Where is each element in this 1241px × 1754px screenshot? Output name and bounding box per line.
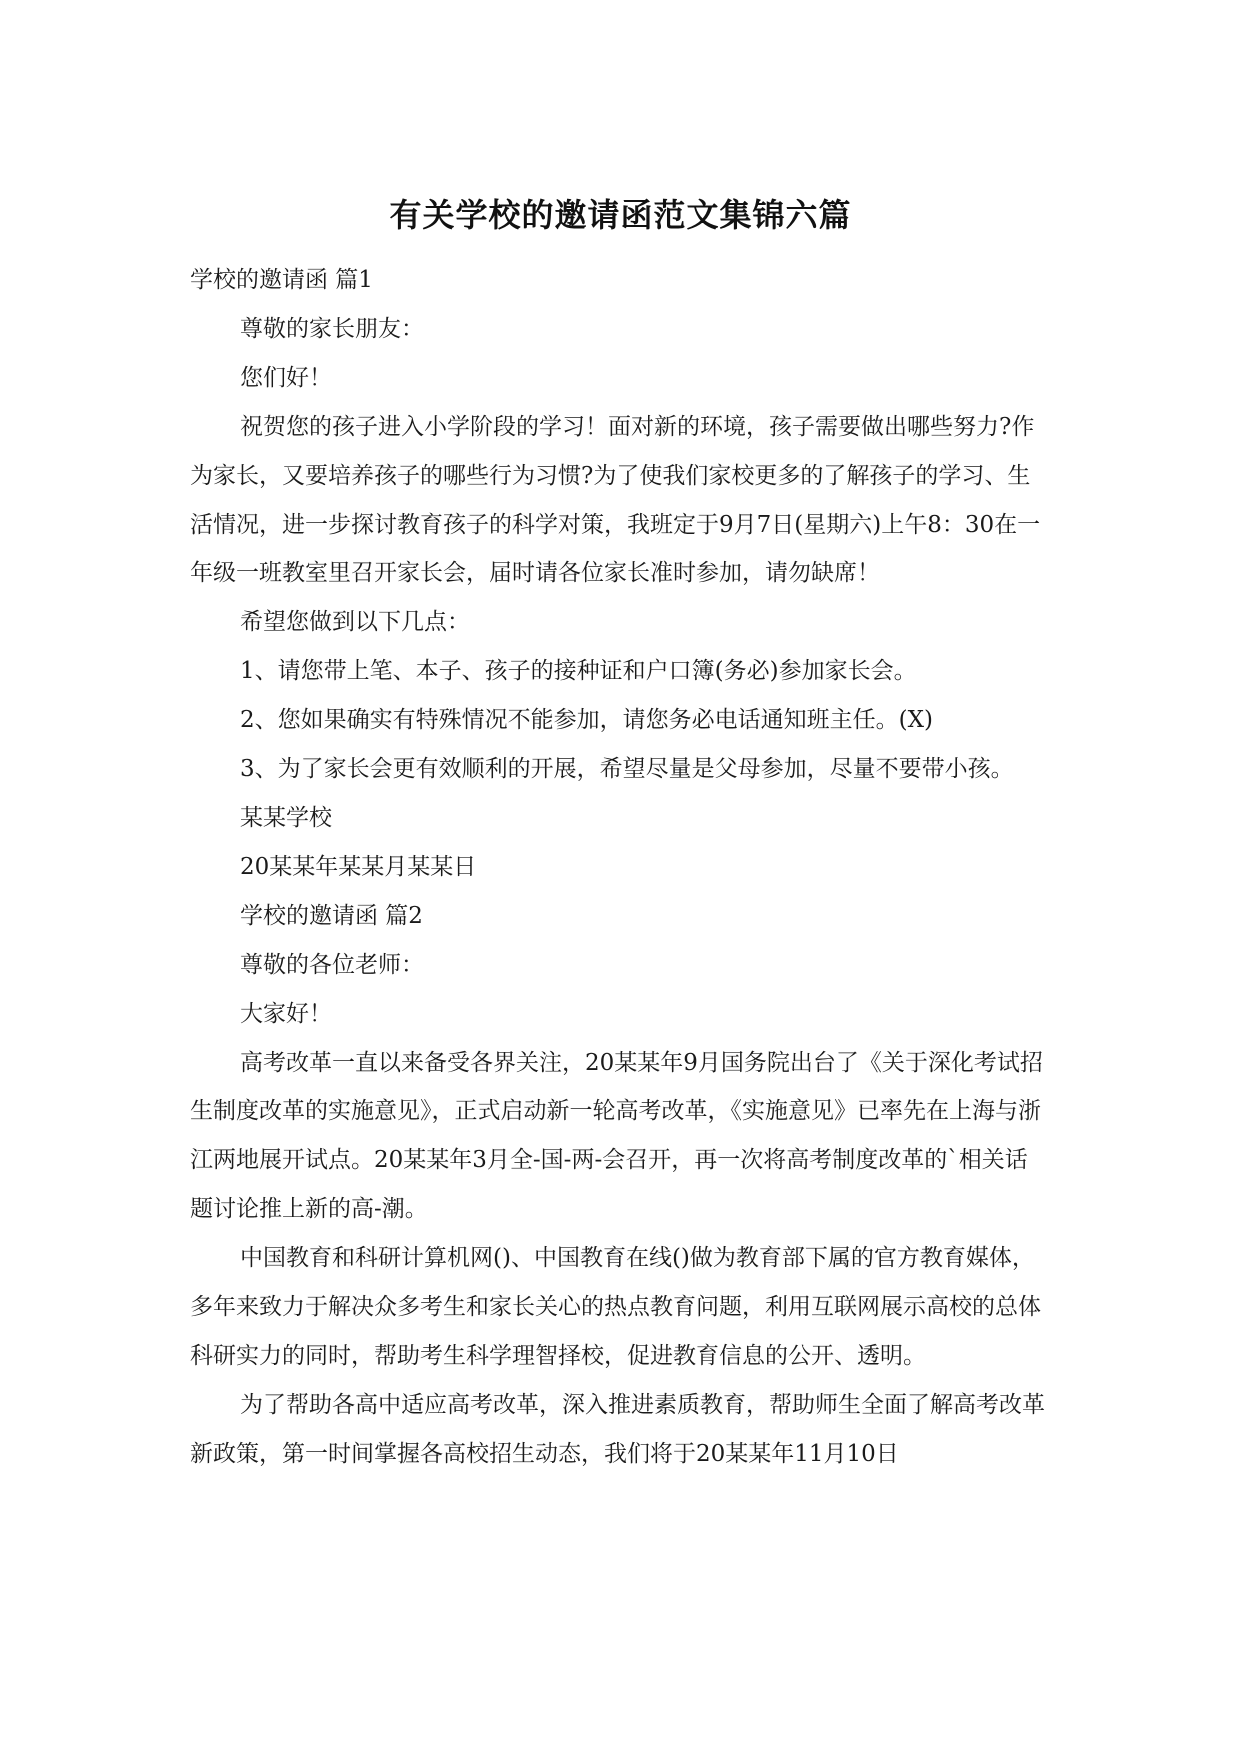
paragraph: 大家好！: [240, 1000, 332, 1027]
paragraph: 学校的邀请函 篇1: [190, 267, 373, 293]
paragraph: 尊敬的家长朋友：: [240, 315, 424, 342]
paragraph: 2、您如果确实有特殊情况不能参加，请您务必电话通知班主任。(X): [240, 707, 933, 734]
paragraph: 高考改革一直以来备受各界关注，20某某年9月国务院出台了《关于深化考试招生制度改革的实施意见》，正式启动新一轮高考改革，《实施意见》已率先在上海与浙江两地展开试点。20某某年3月全-国-两-会召开，再一次将高考制度改革的`相关话题讨论推上新的高-潮。: [190, 1049, 1043, 1223]
paragraph: 为了帮助各高中适应高考改革，深入推进素质教育，帮助师生全面了解高考改革新政策，第一时间掌握各高校招生动态，我们将于20某某年11月10日: [190, 1391, 1045, 1467]
paragraph: 尊敬的各位老师：: [240, 951, 424, 978]
paragraph: 学校的邀请函 篇2: [240, 902, 423, 929]
paragraph: 20某某年某某月某某日: [240, 853, 477, 880]
paragraph: 3、为了家长会更有效顺利的开展，希望尽量是父母参加，尽量不要带小孩。: [240, 756, 1014, 783]
paragraph: 希望您做到以下几点：: [240, 609, 470, 636]
paragraph: 祝贺您的孩子进入小学阶段的学习！面对新的环境，孩子需要做出哪些努力?作为家长，又要培养孩子的哪些行为习惯?为了使我们家校更多的了解孩子的学习、生活情况，进一步探讨教育孩子的科学对策，我班定于9月7日(星期六)上午8：30在一年级一班教室里召开家长会，届时请各位家长准时参加，请勿缺席！: [190, 413, 1041, 587]
paragraph: 中国教育和科研计算机网()、中国教育在线()做为教育部下属的官方教育媒体，多年来致力于解决众多考生和家长关心的热点教育问题，利用互联网展示高校的总体科研实力的同时，帮助考生科学理智择校，促进教育信息的公开、透明。: [190, 1245, 1041, 1369]
document-title: 有关学校的邀请函范文集锦六篇: [389, 196, 852, 234]
paragraph: 某某学校: [240, 804, 332, 831]
document-body: [190, 256, 1050, 1479]
paragraph: 您们好！: [240, 364, 332, 391]
paragraph: 1、请您带上笔、本子、孩子的接种证和户口簿(务必)参加家长会。: [240, 658, 917, 685]
